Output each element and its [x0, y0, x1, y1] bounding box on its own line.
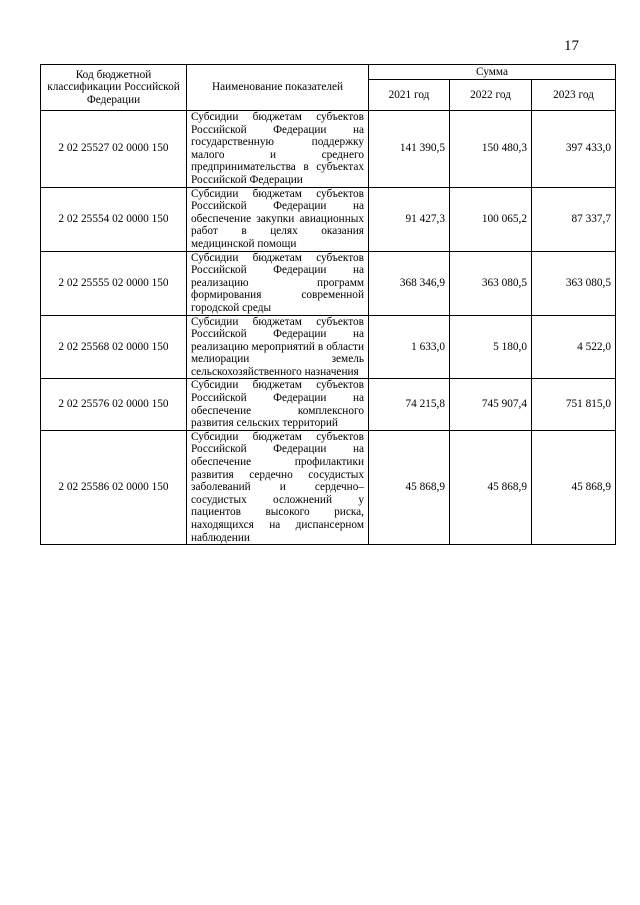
cell-name: Субсидии бюджетам субъектов Российской Федерации на реализацию программ формирования современной городской среды — [187, 251, 369, 315]
cell-2023: 751 815,0 — [532, 379, 616, 430]
cell-2022: 100 065,2 — [450, 187, 532, 251]
cell-2021: 91 427,3 — [369, 187, 450, 251]
cell-code: 2 02 25554 02 0000 150 — [41, 187, 187, 251]
budget-table — [40, 64, 616, 545]
cell-2023: 363 080,5 — [532, 251, 616, 315]
cell-name: Субсидии бюджетам субъектов Российской Федерации на государственную поддержку малого и среднего предпринимательства в субъектах Российской Федерации — [187, 111, 369, 188]
cell-2021: 141 390,5 — [369, 111, 450, 188]
header-name: Наименование показателей — [187, 65, 369, 111]
cell-name: Субсидии бюджетам субъектов Российской Федерации на обеспечение комплексного развития сельских территорий — [187, 379, 369, 430]
cell-2023: 4 522,0 — [532, 315, 616, 379]
cell-2023: 87 337,7 — [532, 187, 616, 251]
cell-2023: 397 433,0 — [532, 111, 616, 188]
cell-2022: 363 080,5 — [450, 251, 532, 315]
cell-name: Субсидии бюджетам субъектов Российской Федерации на реализацию мероприятий в области мелиорации земель сельскохозяйственного назначения — [187, 315, 369, 379]
cell-code: 2 02 25555 02 0000 150 — [41, 251, 187, 315]
cell-2022: 45 868,9 — [450, 430, 532, 544]
cell-2022: 5 180,0 — [450, 315, 532, 379]
cell-name: Субсидии бюджетам субъектов Российской Федерации на обеспечение закупки авиационных работ в целях оказания медицинской помощи — [187, 187, 369, 251]
header-sum: Сумма — [369, 65, 616, 80]
cell-code: 2 02 25527 02 0000 150 — [41, 111, 187, 188]
table-row — [41, 430, 616, 544]
table-row — [41, 379, 616, 430]
cell-2022: 150 480,3 — [450, 111, 532, 188]
table-row — [41, 315, 616, 379]
cell-code: 2 02 25586 02 0000 150 — [41, 430, 187, 544]
cell-2022: 745 907,4 — [450, 379, 532, 430]
cell-2021: 45 868,9 — [369, 430, 450, 544]
page-number: 17 — [564, 38, 579, 54]
header-year-2022: 2022 год — [450, 80, 532, 111]
header-code: Код бюджетной классификации Российской Федерации — [41, 65, 187, 111]
cell-2023: 45 868,9 — [532, 430, 616, 544]
cell-2021: 368 346,9 — [369, 251, 450, 315]
cell-2021: 74 215,8 — [369, 379, 450, 430]
table-row — [41, 251, 616, 315]
cell-code: 2 02 25576 02 0000 150 — [41, 379, 187, 430]
cell-code: 2 02 25568 02 0000 150 — [41, 315, 187, 379]
cell-name: Субсидии бюджетам субъектов Российской Федерации на обеспечение профилактики развития сердечно сосудистых заболеваний и сердечно–сосудистых осложнений у пациентов высокого риска, находящихся на диспансерном наблюдении — [187, 430, 369, 544]
header-year-2023: 2023 год — [532, 80, 616, 111]
cell-2021: 1 633,0 — [369, 315, 450, 379]
table-row — [41, 111, 616, 188]
table-row — [41, 187, 616, 251]
header-year-2021: 2021 год — [369, 80, 450, 111]
